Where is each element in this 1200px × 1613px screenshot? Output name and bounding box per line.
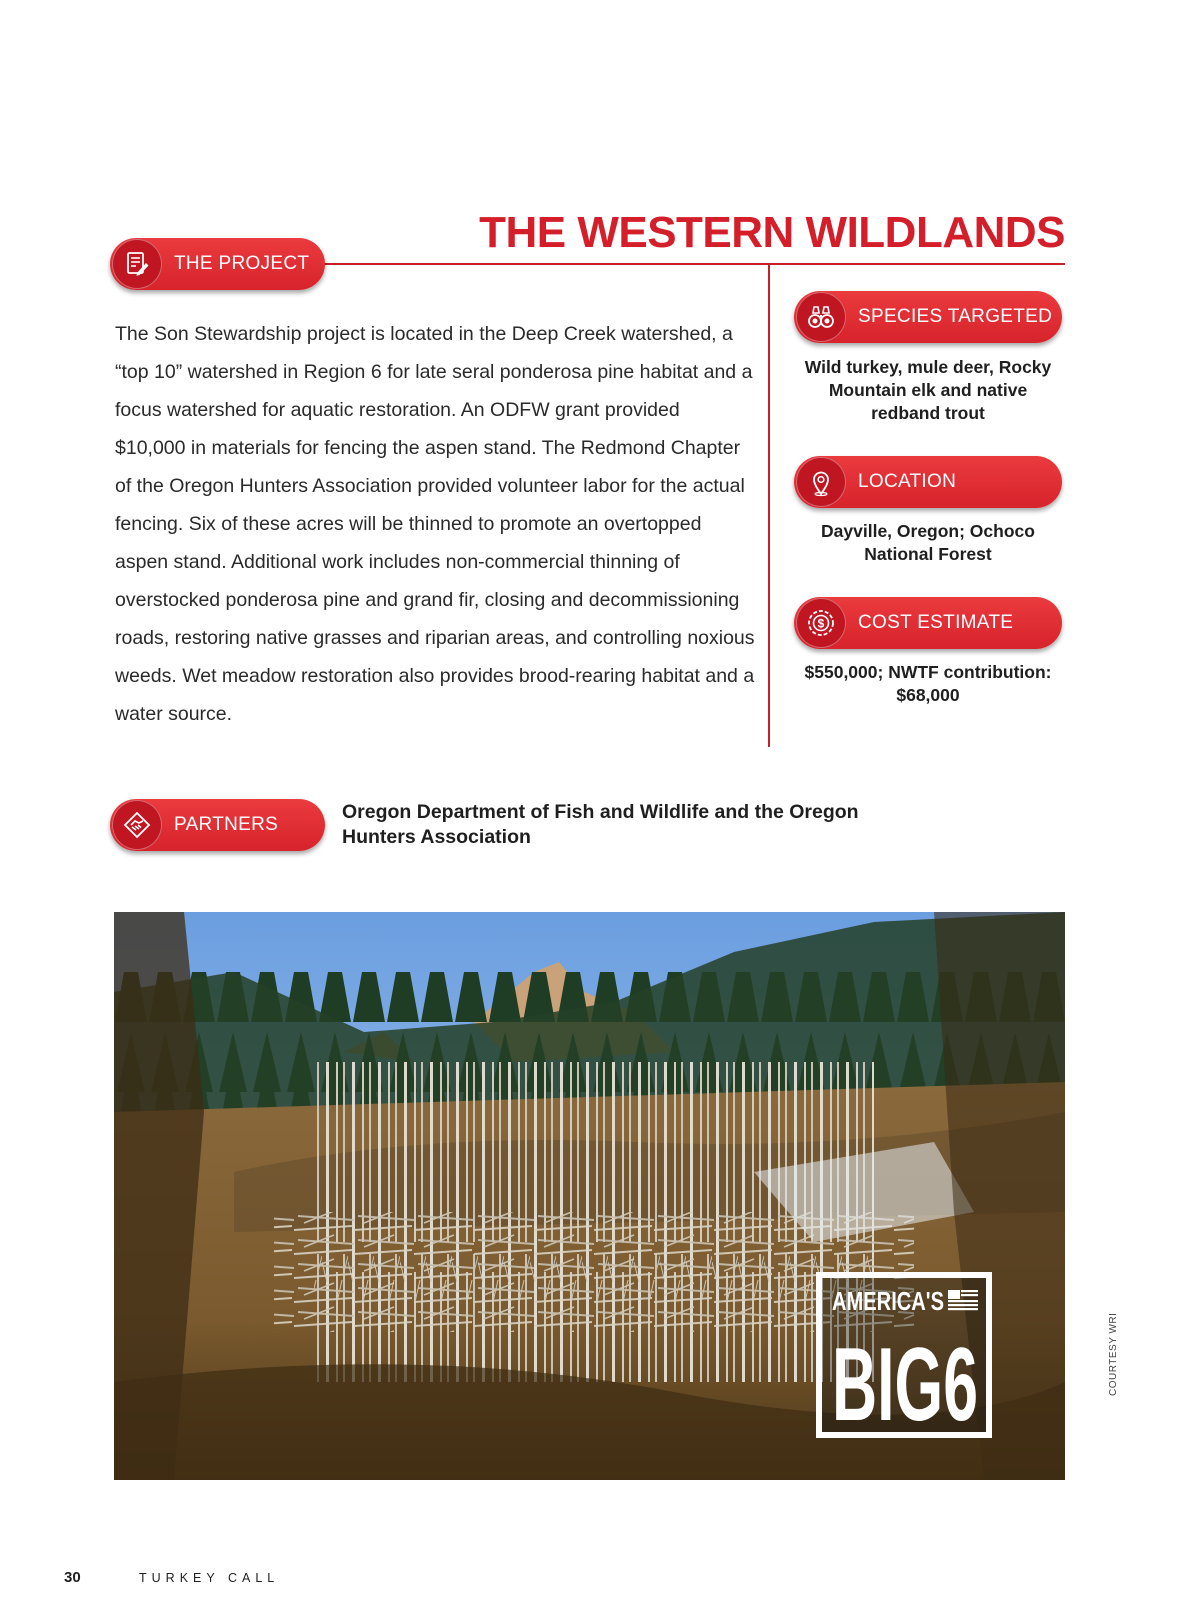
cost-badge (794, 597, 1062, 649)
header-rule (320, 263, 1065, 265)
species-label: SPECIES TARGETED (858, 306, 1053, 327)
partners-badge (110, 799, 325, 851)
aspen-stand-forest-photo (114, 912, 1065, 1480)
map-pin-icon (796, 457, 846, 507)
species-badge (794, 291, 1062, 343)
svg-text:$: $ (817, 616, 825, 631)
project-body: The Son Stewardship project is located in the Deep Creek watershed, a “top 10” watershed in Region 6 for late seral ponderosa pine habitat and a focus watershed for aquatic restoration. An ODFW grant provided $10,000 in materials for fencing the aspen stand. The Redmond Chapter of the Oregon Hunters Association provided volunteer labor for the actual fencing. Six of these acres will be thinned to promote an overtopped aspen stand. Additional work includes non-commercial thinning of overstocked ponderosa pine and grand fir, closing and decommissioning roads, restoring native grasses and riparian areas, and controlling noxious weeds. Wet meadow restoration also provides brood-rearing habitat and a water source. (115, 323, 755, 725)
location-value: Dayville, Oregon; Ochoco National Forest (821, 521, 1035, 564)
species-value: Wild turkey, mule deer, Rocky Mountain elk and native redband trout (804, 357, 1052, 423)
photo-credit: COURTESY WRI (1108, 1312, 1119, 1396)
document-edit-icon (112, 239, 162, 289)
cost-label: COST ESTIMATE (858, 612, 1014, 633)
location-label: LOCATION (858, 471, 957, 492)
dollar-coin-icon (796, 598, 846, 648)
partners-label: PARTNERS (174, 814, 279, 835)
column-divider (768, 265, 770, 747)
page-title: THE WESTERN WILDLANDS (479, 208, 1065, 257)
americas-big6-logo (816, 1272, 992, 1443)
handshake-icon (112, 800, 162, 850)
svg-text:BIG6: BIG6 (832, 1327, 978, 1443)
partners-value: Oregon Department of Fish and Wildlife and the Oregon Hunters Association (342, 801, 859, 848)
svg-text:AMERICA'S: AMERICA'S (832, 1286, 944, 1316)
project-label: THE PROJECT (174, 253, 310, 274)
magazine-name: TURKEY CALL (139, 1571, 280, 1585)
location-badge (794, 456, 1062, 508)
project-badge (110, 238, 325, 290)
cost-value: $550,000; NWTF contribution: $68,000 (804, 662, 1052, 705)
page-number: 30 (64, 1569, 81, 1586)
binoculars-icon (796, 292, 846, 342)
